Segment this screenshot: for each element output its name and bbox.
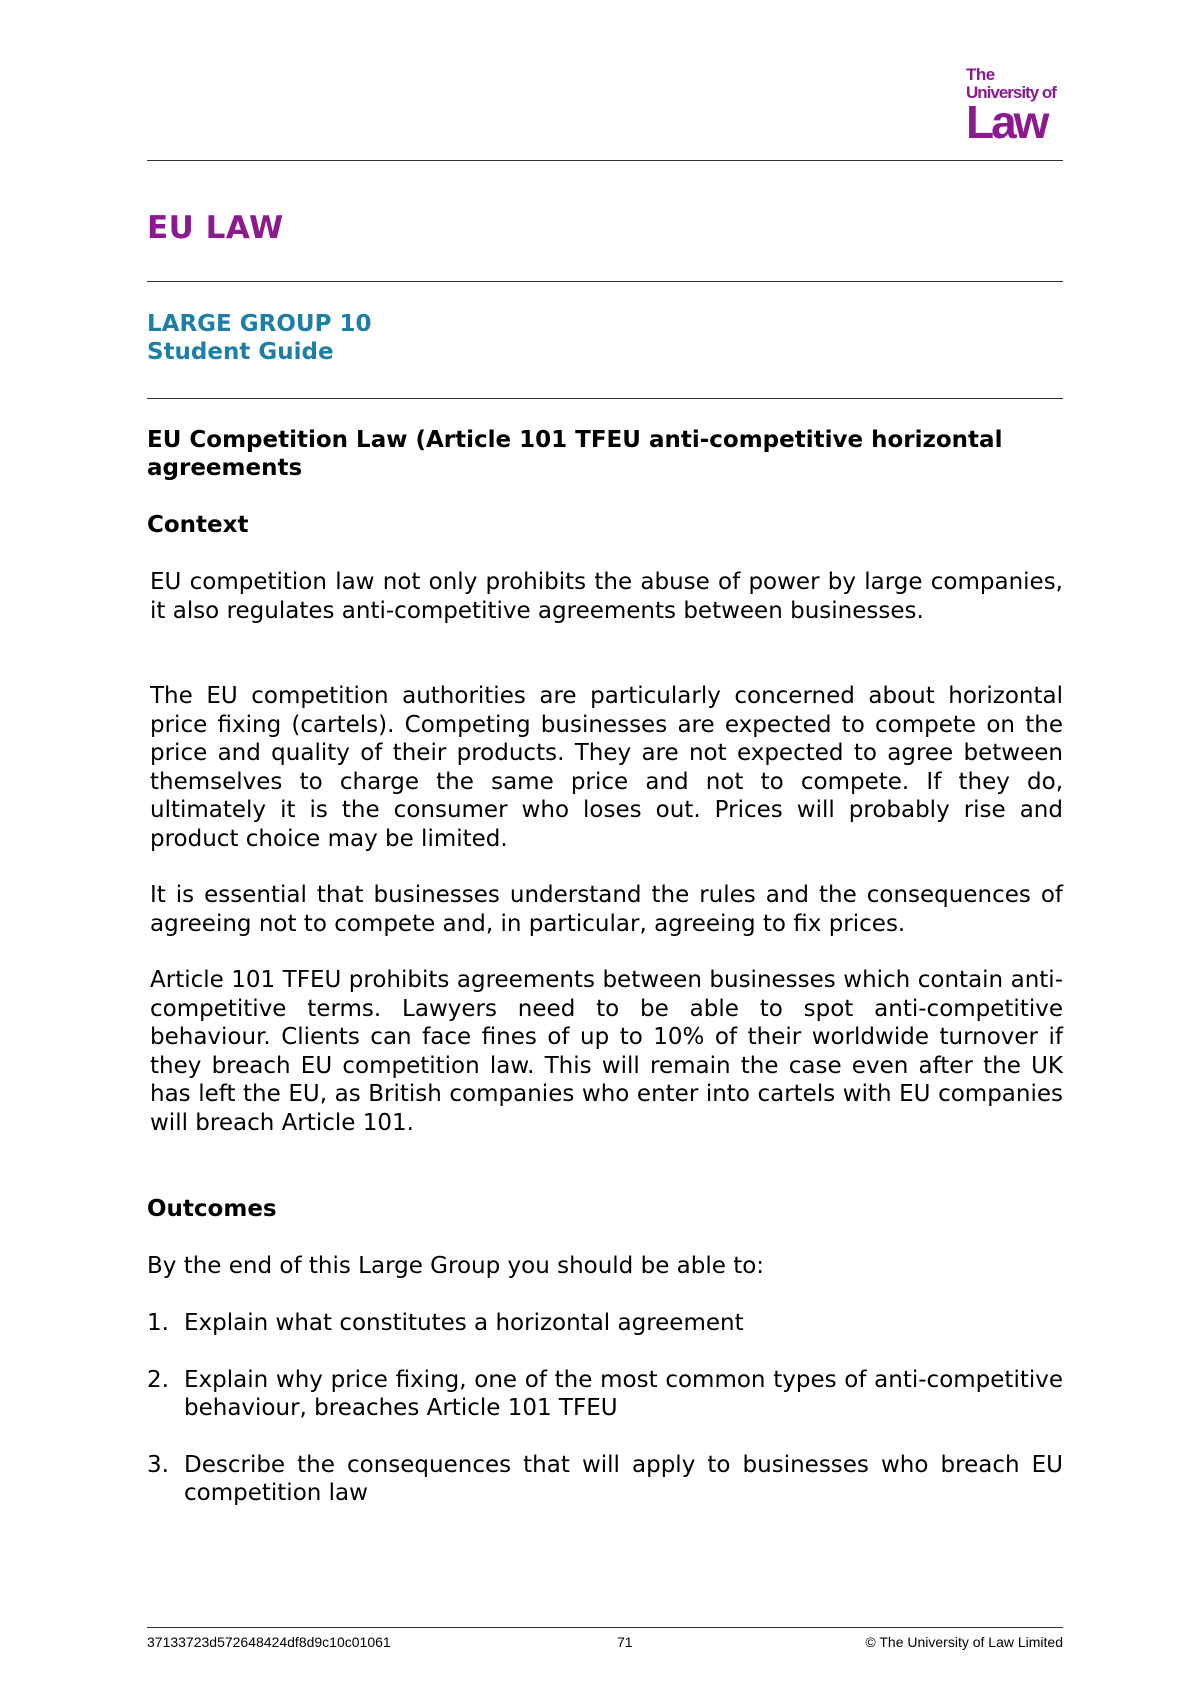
copyright-notice: © The University of Law Limited	[865, 1634, 1063, 1650]
footer-divider	[147, 1627, 1063, 1628]
outcome-number: 1.	[147, 1310, 169, 1336]
header-divider	[147, 160, 1063, 161]
context-paragraph-4: Article 101 TFEU prohibits agreements between businesses which contain anti-competitive terms. Lawyers need to be able to spot anti-competitive behaviour. Clients can face fines of up to 10% of their worldwide turnover if they breach EU competition law. This will remain the case even after the UK has left the EU, as British companies who enter into cartels with EU companies will breach Article 101.	[150, 967, 1063, 1136]
context-paragraph-2: The EU competition authorities are particularly concerned about horizontal price fixing (cartels). Competing businesses are expected to compete on the price and quality of their products. They are not expected to agree between themselves to charge the same price and not to compete. If they do, ultimately it is the consumer who loses out. Prices will probably rise and product choice may be limited.	[150, 683, 1063, 852]
group-number: LARGE GROUP 10	[147, 311, 372, 337]
outcome-number: 3.	[147, 1451, 169, 1478]
outcome-item	[147, 1451, 1063, 1508]
document-title: EU LAW	[147, 210, 284, 246]
outcomes-heading: Outcomes	[147, 1196, 277, 1222]
document-page	[147, 0, 1063, 1696]
outcome-text: Describe the consequences that will apply to businesses who breach EU competition law	[184, 1451, 1063, 1506]
outcome-text: Explain why price fixing, one of the most common types of anti-competitive behaviour, breaches Article 101 TFEU	[184, 1366, 1063, 1421]
outcome-text: Explain what constitutes a horizontal agreement	[184, 1310, 744, 1336]
outcome-number: 2.	[147, 1366, 169, 1393]
group-heading	[147, 310, 371, 366]
context-paragraph-3: It is essential that businesses understand the rules and the consequences of agreeing not to compete and, in particular, agreeing to fix prices.	[150, 882, 1063, 937]
document-id: 37133723d572648424df8d9c10c01061	[147, 1634, 391, 1650]
university-of-law-logo	[966, 65, 1061, 148]
group-divider	[147, 398, 1063, 399]
outcomes-list	[147, 1309, 1063, 1536]
logo-line-university: University of	[966, 83, 1056, 102]
context-heading: Context	[147, 512, 249, 538]
topic-heading: EU Competition Law (Article 101 TFEU anti-competitive horizontal agreements	[147, 427, 1003, 481]
title-divider	[147, 281, 1063, 282]
outcome-item	[147, 1366, 1063, 1423]
guide-type: Student Guide	[147, 339, 334, 365]
outcomes-intro: By the end of this Large Group you should be able to:	[147, 1253, 765, 1279]
context-paragraph-1: EU competition law not only prohibits the abuse of power by large companies, it also regulates anti-competitive agreements between businesses.	[150, 569, 1063, 624]
logo-line-law: Law	[966, 96, 1047, 148]
outcome-item	[147, 1309, 1063, 1338]
page-number: 71	[617, 1634, 633, 1650]
logo-line-the: The	[966, 65, 995, 84]
